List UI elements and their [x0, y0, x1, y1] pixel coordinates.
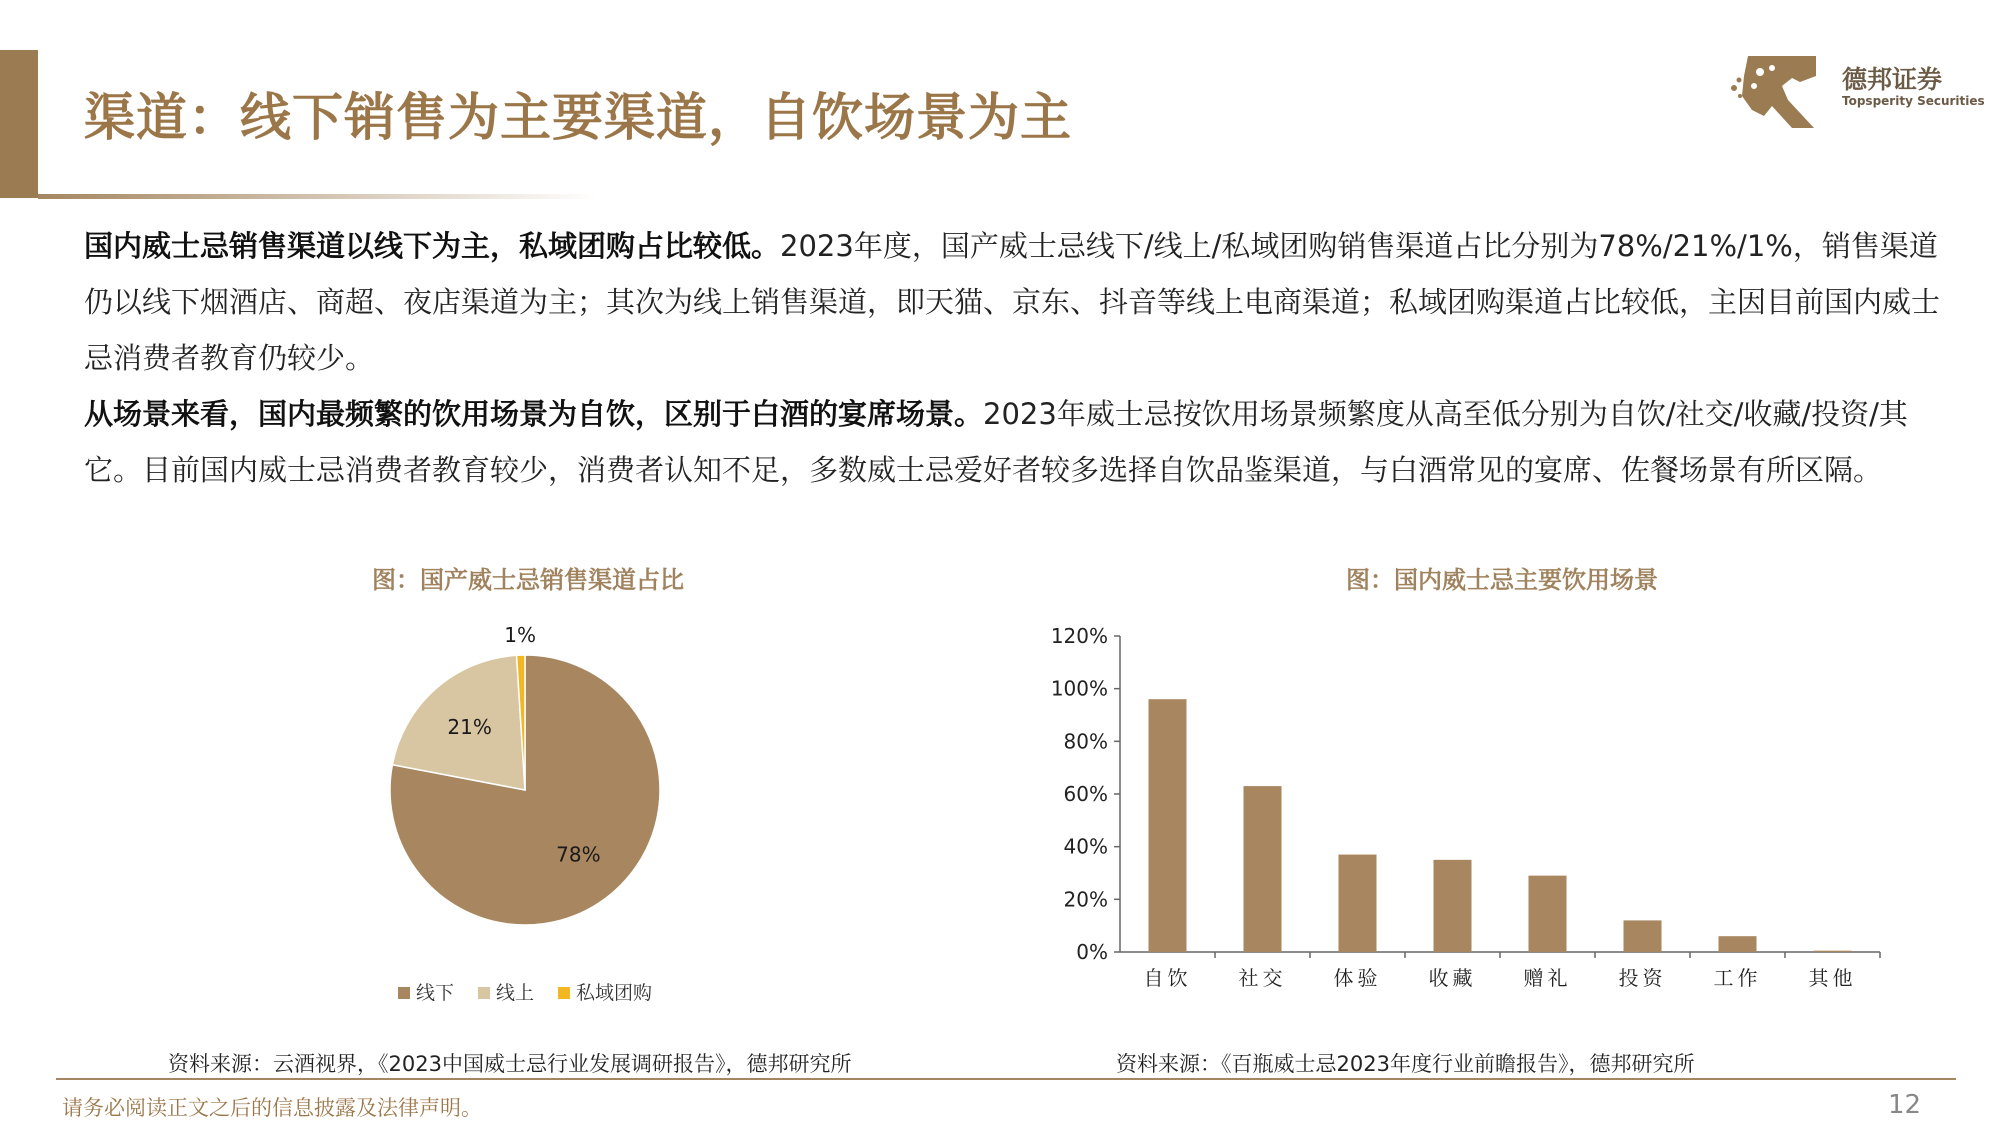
pie-chart-title: 图：国产威士忌销售渠道占比 — [372, 566, 684, 594]
paragraph-scenes-text: 2023年威士忌按饮用场景频繁度从高至低分别为自饮/社交/收藏/投资/其它。目前国内威士忌消费者教育较少，消费者认知不足，多数威士忌爱好者较多选择自饮品鉴渠道，与白酒常见的宴席、佐餐场景有所区隔。 — [84, 397, 1908, 487]
page-number: 12 — [1888, 1090, 1922, 1120]
pie-legend-swatch-3 — [558, 987, 570, 999]
bar-x-tick-label-4: 收藏 — [1428, 966, 1477, 990]
bar-6 — [1624, 920, 1662, 952]
bar-y-tick-label-3: 40% — [1063, 834, 1108, 859]
bar-y-tick-label-4: 60% — [1063, 782, 1108, 806]
bar-x-tick-label-8: 其他 — [1808, 966, 1857, 990]
pie-label-2: 21% — [447, 715, 492, 740]
bar-8 — [1814, 951, 1852, 952]
bar-x-tick-label-2: 社交 — [1238, 966, 1287, 990]
bar-3 — [1339, 855, 1377, 952]
pie-chart — [360, 600, 800, 1020]
title-accent-bar — [0, 50, 38, 198]
pie-legend-label-1: 线下 — [416, 982, 455, 1004]
pie-legend-swatch-1 — [398, 987, 410, 999]
pie-label-3: 1% — [504, 623, 536, 648]
bar-y-tick-label-5: 80% — [1063, 729, 1108, 754]
bar-chart — [1020, 610, 1900, 1000]
leopard-logo-icon — [1730, 52, 1830, 132]
pie-legend-swatch-2 — [478, 987, 490, 999]
paragraph-channels — [84, 218, 1944, 386]
page-title: 渠道：线下销售为主要渠道，自饮场景为主 — [84, 89, 1073, 148]
bar-x-tick-label-1: 自饮 — [1143, 966, 1192, 990]
pie-chart-source: 资料来源：云酒视界，《2023中国威士忌行业发展调研报告》，德邦研究所 — [168, 1052, 852, 1076]
paragraph-channels-lead: 国内威士忌销售渠道以线下为主，私域团购占比较低。 — [84, 229, 781, 263]
body-text — [84, 218, 1944, 498]
bar-y-tick-label-1: 0% — [1076, 940, 1108, 964]
bar-y-tick-label-7: 120% — [1050, 624, 1108, 648]
logo-chinese-name: 德邦证券 — [1842, 65, 1943, 94]
paragraph-scenes-lead: 从场景来看，国内最频繁的饮用场景为自饮，区别于白酒的宴席场景。 — [84, 397, 984, 431]
company-logo — [1730, 52, 1985, 132]
logo-english-name: Topsperity Securities — [1842, 94, 1985, 108]
pie-legend-label-3: 私域团购 — [576, 982, 653, 1004]
bar-x-tick-label-3: 体验 — [1333, 966, 1382, 990]
paragraph-scenes — [84, 386, 1944, 498]
bar-x-tick-label-6: 投资 — [1618, 966, 1667, 990]
bar-x-tick-label-7: 工作 — [1713, 966, 1762, 990]
footer-disclaimer: 请务必阅读正文之后的信息披露及法律声明。 — [62, 1096, 482, 1120]
bar-x-tick-label-5: 赠礼 — [1523, 966, 1572, 990]
paragraph-channels-text: 2023年度，国产威士忌线下/线上/私域团购销售渠道占比分别为78%/21%/1%，销售渠道仍以线下烟酒店、商超、夜店渠道为主；其次为线上销售渠道，即天猫、京东、抖音等线上电商渠道；私域团购渠道占比较低，主因目前国内威士忌消费者教育仍较少。 — [84, 229, 1941, 375]
bar-y-tick-label-2: 20% — [1063, 887, 1108, 912]
bar-4 — [1434, 860, 1472, 952]
footer-divider — [56, 1078, 1956, 1080]
pie-label-1: 78% — [556, 842, 601, 867]
bar-chart-source: 资料来源：《百瓶威士忌2023年度行业前瞻报告》，德邦研究所 — [1116, 1052, 1695, 1076]
pie-legend-label-2: 线上 — [496, 982, 535, 1004]
bar-chart-title: 图：国内威士忌主要饮用场景 — [1346, 566, 1658, 594]
bar-1 — [1149, 699, 1187, 952]
title-underline — [38, 194, 598, 199]
bar-7 — [1719, 936, 1757, 952]
bar-y-tick-label-6: 100% — [1050, 676, 1108, 701]
bar-2 — [1244, 786, 1282, 952]
bar-5 — [1529, 876, 1567, 952]
